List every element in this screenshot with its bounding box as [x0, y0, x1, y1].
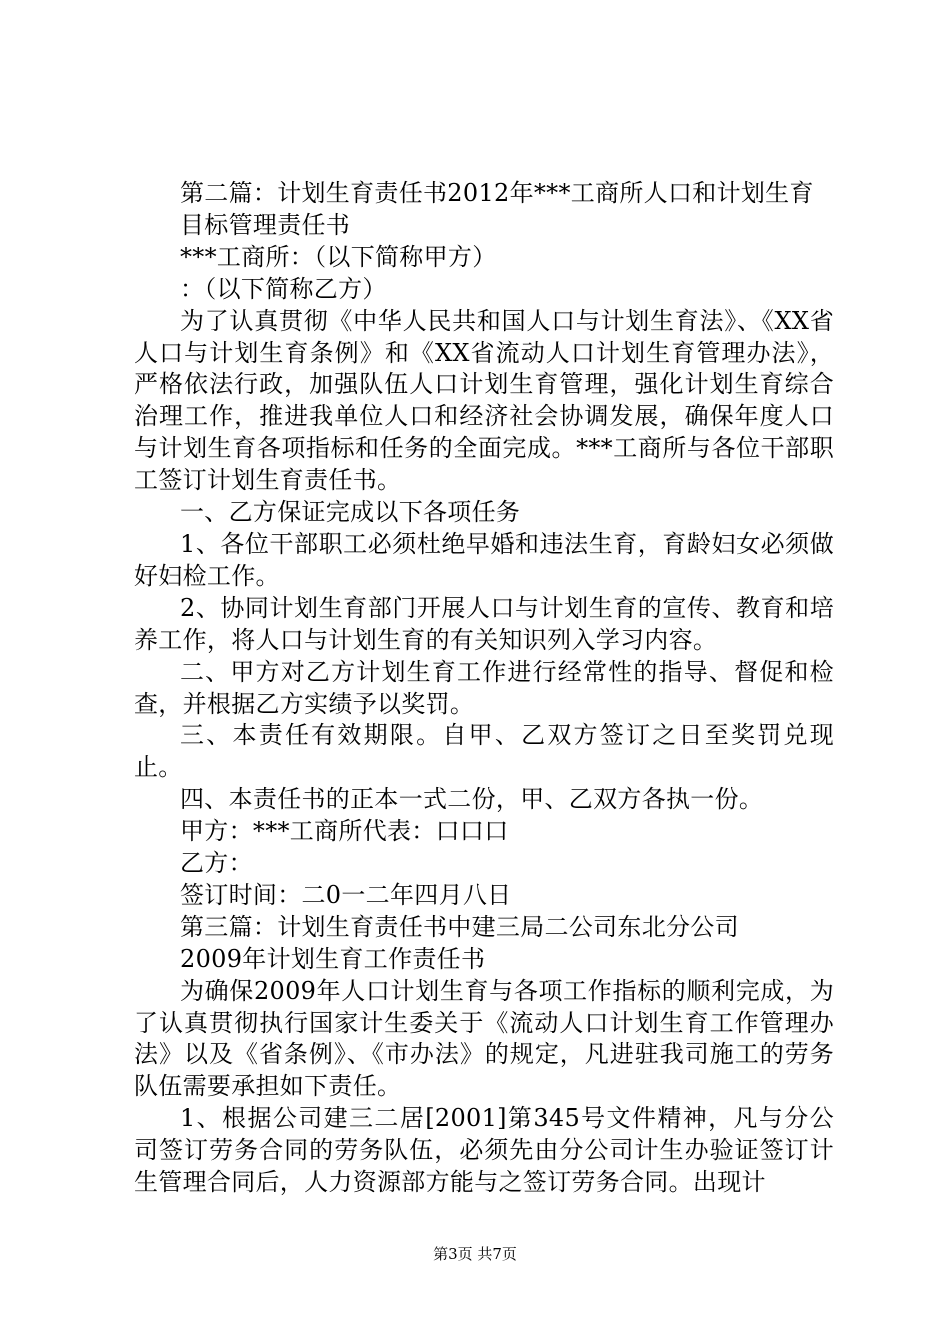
paragraph-section-4: 四、本责任书的正本一式二份，甲、乙双方各执一份。	[180, 785, 764, 814]
paragraph-title-part2: 第二篇：计划生育责任书2012年***工商所人口和计划生育	[180, 179, 814, 207]
paragraph-sign-date: 签订时间：二0一二年四月八日	[180, 880, 512, 909]
paragraph-party-a: ***工商所：（以下简称甲方）	[180, 242, 497, 271]
document-body	[134, 178, 834, 1199]
paragraph-intro-2009: 为确保2009年人口计划生育与各项工作指标的顺利完成，为了认真贯彻执行国家计生委关于《流动人口计划生育工作管理办法》以及《省条例》、《市办法》的规定，凡进驻我司施工的劳务队伍需要承担如下责任。	[134, 976, 834, 1101]
paragraph-signature-a: 甲方：***工商所代表：口口口	[180, 817, 509, 846]
paragraph-signature-b: 乙方：	[180, 849, 253, 878]
paragraph-section-3: 三、本责任有效期限。自甲、乙双方签订之日至奖罚兑现止。	[134, 721, 834, 782]
paragraph-title-part3: 第三篇：计划生育责任书中建三局二公司东北分公司	[180, 912, 739, 941]
paragraph-item-1: 1、各位干部职工必须杜绝早婚和违法生育，育龄妇女必须做好妇检工作。	[134, 529, 834, 590]
paragraph-section-1: 一、乙方保证完成以下各项任务	[180, 498, 521, 527]
paragraph-item-2: 2、协同计划生育部门开展人口与计划生育的宣传、教育和培养工作，将人口与计划生育的有关知识列入学习内容。	[134, 593, 834, 654]
paragraph-party-b: ：（以下简称乙方）	[180, 274, 387, 303]
paragraph-intro: 为了认真贯彻《中华人民共和国人口与计划生育法》、《XX省人口与计划生育条例》和《XX省流动人口计划生育管理办法》，严格依法行政，加强队伍人口计划生育管理，强化计划生育综合治理工作，推进我单位人口和经济社会协调发展，确保年度人口与计划生育各项指标和任务的全面完成。***工商所与各位干部职工签订计划生育责任书。	[134, 306, 834, 495]
page-footer: 第3页 共7页	[433, 1245, 517, 1263]
paragraph-item-1-2009: 1、根据公司建三二居[2001]第345号文件精神，凡与分公司签订劳务合同的劳务队伍，必须先由分公司计生办验证签订计生管理合同后，人力资源部方能与之签订劳务合同。出现计	[134, 1104, 834, 1197]
paragraph-subtitle-2009: 2009年计划生育工作责任书	[180, 944, 486, 973]
paragraph-subtitle: 目标管理责任书	[180, 210, 351, 239]
paragraph-section-2: 二、甲方对乙方计划生育工作进行经常性的指导、督促和检查，并根据乙方实绩予以奖罚。	[134, 657, 834, 718]
